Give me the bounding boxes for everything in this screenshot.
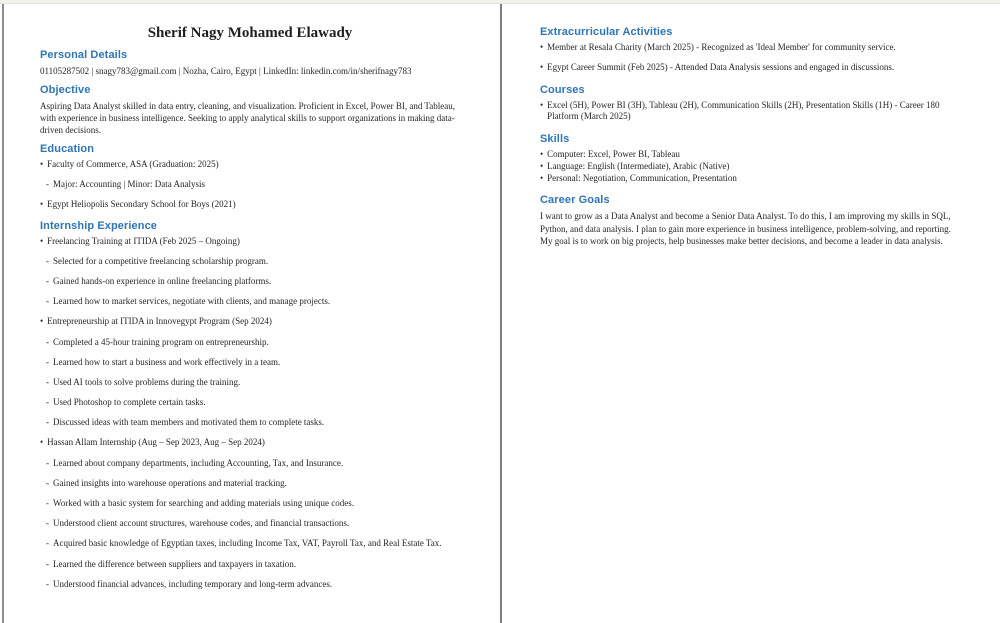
bullet-marker: • bbox=[40, 159, 44, 169]
section-heading-personal-details: Personal Details bbox=[40, 49, 128, 61]
list-item-text: Excel (5H), Power BI (3H), Tableau (2H), Communication Skills (2H), Presentation Skills (1H) - Career 180 Platform (March 2025) bbox=[547, 99, 940, 122]
list-item bbox=[40, 518, 460, 530]
list-item bbox=[40, 316, 460, 328]
bullet-marker: • bbox=[40, 437, 44, 448]
dash-marker: - bbox=[46, 179, 49, 190]
dash-marker: - bbox=[46, 296, 49, 307]
bullet-marker: • bbox=[40, 235, 44, 246]
list-item bbox=[40, 296, 460, 308]
section-extracurricular-activities bbox=[540, 26, 964, 74]
list-item-text: Understood financial advances, including temporary and long-term advances. bbox=[53, 578, 333, 589]
list-item bbox=[40, 417, 460, 429]
list-item-text: Egypt Career Summit (Feb 2025) - Attended Data Analysis sessions and engaged in discussions. bbox=[547, 62, 895, 73]
list-item-text: Learned about company departments, including Accounting, Tax, and Insurance. bbox=[53, 457, 344, 468]
resume-page-1 bbox=[4, 4, 500, 623]
list-item bbox=[540, 100, 964, 123]
section-courses bbox=[540, 84, 964, 123]
list-item bbox=[40, 437, 460, 449]
list-item-text: Gained hands-on experience in online freelancing platforms. bbox=[53, 275, 272, 286]
document-title: Sherif Nagy Mohamed Elawady bbox=[147, 25, 353, 41]
bullet-marker: • bbox=[540, 172, 544, 183]
section-heading-objective: Objective bbox=[40, 84, 91, 96]
list-item bbox=[540, 42, 964, 54]
section-heading-career-goals: Career Goals bbox=[540, 194, 610, 207]
personal-details-text: 01105287502 | snagy783@gmail.com | Nozha, Cairo, Egypt | LinkedIn: linkedin.com/in/sherifnagy783 bbox=[40, 66, 412, 76]
list-item bbox=[40, 159, 460, 171]
internship-experience-list bbox=[40, 236, 460, 591]
resume-page-2 bbox=[502, 4, 1000, 623]
list-item bbox=[40, 458, 460, 470]
bullet-marker: • bbox=[540, 42, 544, 52]
bullet-marker: • bbox=[540, 99, 544, 110]
list-item-text: Hassan Allam Internship (Aug – Sep 2023, Aug – Sep 2024) bbox=[47, 437, 265, 448]
list-item-text: Faculty of Commerce, ASA (Graduation: 2025) bbox=[47, 159, 219, 169]
list-item-text: Acquired basic knowledge of Egyptian taxes, including Income Tax, VAT, Payroll Tax, and Real Estate Tax. bbox=[53, 538, 442, 549]
section-objective bbox=[40, 84, 460, 136]
list-item bbox=[540, 62, 964, 74]
list-item-text: Member at Resala Charity (March 2025) - Recognized as 'Ideal Member' for community service. bbox=[547, 42, 896, 52]
dash-marker: - bbox=[46, 356, 49, 367]
section-heading-courses: Courses bbox=[540, 83, 585, 96]
section-personal-details bbox=[40, 49, 460, 77]
list-item-text: Discussed ideas with team members and motivated them to complete tasks. bbox=[53, 417, 325, 428]
list-item bbox=[40, 337, 460, 349]
list-item bbox=[40, 559, 460, 571]
dash-marker: - bbox=[46, 457, 49, 468]
list-item bbox=[40, 478, 460, 490]
list-item bbox=[40, 199, 460, 211]
list-item bbox=[40, 579, 460, 591]
list-item-text: Major: Accounting | Minor: Data Analysis bbox=[53, 179, 206, 190]
list-item-text: Learned the difference between suppliers and taxpayers in taxation. bbox=[53, 558, 296, 569]
section-education bbox=[40, 143, 460, 211]
list-item bbox=[40, 498, 460, 510]
dash-marker: - bbox=[46, 498, 49, 508]
section-heading-skills: Skills bbox=[540, 132, 570, 145]
dash-marker: - bbox=[46, 275, 49, 286]
dash-marker: - bbox=[46, 376, 49, 387]
list-item bbox=[40, 236, 460, 248]
skills-list bbox=[540, 149, 964, 185]
section-career-goals bbox=[540, 194, 964, 247]
dash-marker: - bbox=[46, 397, 49, 408]
dash-marker: - bbox=[46, 518, 49, 529]
list-item bbox=[540, 173, 964, 185]
courses-list bbox=[540, 100, 964, 123]
dash-marker: - bbox=[46, 255, 49, 266]
dash-marker: - bbox=[46, 477, 49, 488]
list-item-text: Learned how to start a business and work effectively in a team. bbox=[53, 356, 281, 367]
bullet-marker: • bbox=[540, 160, 544, 171]
list-item-text: Freelancing Training at ITIDA (Feb 2025 – Ongoing) bbox=[47, 235, 240, 246]
dash-marker: - bbox=[46, 336, 49, 347]
list-item bbox=[40, 357, 460, 369]
dash-marker: - bbox=[46, 578, 49, 589]
list-item-text: Used AI tools to solve problems during the training. bbox=[53, 376, 241, 387]
dash-marker: - bbox=[46, 558, 49, 569]
section-skills bbox=[540, 133, 964, 185]
list-item bbox=[540, 149, 964, 161]
list-item-text: Computer: Excel, Power BI, Tableau bbox=[547, 148, 680, 159]
objective-text: Aspiring Data Analyst skilled in data entry, cleaning, and visualization. Proficient in Excel, Power BI, and Tableau, with experience in business intelligence. Seeking to apply analytical skills to support organizations in making data-driven decisions. bbox=[40, 101, 456, 135]
list-item bbox=[40, 256, 460, 268]
dash-marker: - bbox=[46, 417, 49, 428]
section-heading-extracurricular-activities: Extracurricular Activities bbox=[540, 26, 673, 38]
list-item-text: Entrepreneurship at ITIDA in Innovegypt Program (Sep 2024) bbox=[47, 316, 272, 327]
list-item bbox=[40, 377, 460, 389]
list-item bbox=[540, 161, 964, 173]
list-item bbox=[40, 179, 460, 191]
list-item-text: Personal: Negotiation, Communication, Presentation bbox=[547, 172, 737, 183]
section-heading-education: Education bbox=[40, 143, 95, 155]
page-2-sections bbox=[540, 26, 964, 247]
bullet-marker: • bbox=[540, 62, 544, 73]
bullet-marker: • bbox=[40, 316, 44, 327]
list-item-text: Gained insights into warehouse operations and material tracking. bbox=[53, 477, 287, 488]
list-item-text: Learned how to market services, negotiate with clients, and manage projects. bbox=[53, 296, 331, 307]
page-1-sections bbox=[40, 49, 460, 590]
bullet-marker: • bbox=[540, 148, 544, 159]
list-item bbox=[40, 397, 460, 409]
list-item bbox=[40, 276, 460, 288]
list-item-text: Selected for a competitive freelancing scholarship program. bbox=[53, 255, 269, 266]
list-item-text: Worked with a basic system for searching and adding materials using unique codes. bbox=[53, 498, 354, 508]
section-heading-internship-experience: Internship Experience bbox=[40, 219, 158, 232]
list-item bbox=[40, 538, 460, 550]
career-goals-text: I want to grow as a Data Analyst and become a Senior Data Analyst. To do this, I am improving my skills in SQL, Python, and data analysis. I plan to gain more experience in business intelligence, problem-solving, and reporting. My goal is to work on big projects, help businesses make better decisions, and become a leader in data analysis. bbox=[540, 211, 951, 246]
list-item-text: Used Photoshop to complete certain tasks. bbox=[53, 397, 206, 408]
dash-marker: - bbox=[46, 538, 49, 549]
list-item-text: Completed a 45-hour training program on entrepreneurship. bbox=[53, 336, 269, 347]
list-item-text: Language: English (Intermediate), Arabic (Native) bbox=[547, 160, 730, 171]
list-item-text: Understood client account structures, warehouse codes, and financial transactions. bbox=[53, 518, 350, 529]
list-item-text: Egypt Heliopolis Secondary School for Boys (2021) bbox=[47, 199, 236, 210]
extracurricular-activities-list bbox=[540, 42, 964, 74]
education-list bbox=[40, 159, 460, 211]
section-internship-experience bbox=[40, 220, 460, 591]
bullet-marker: • bbox=[40, 199, 44, 210]
